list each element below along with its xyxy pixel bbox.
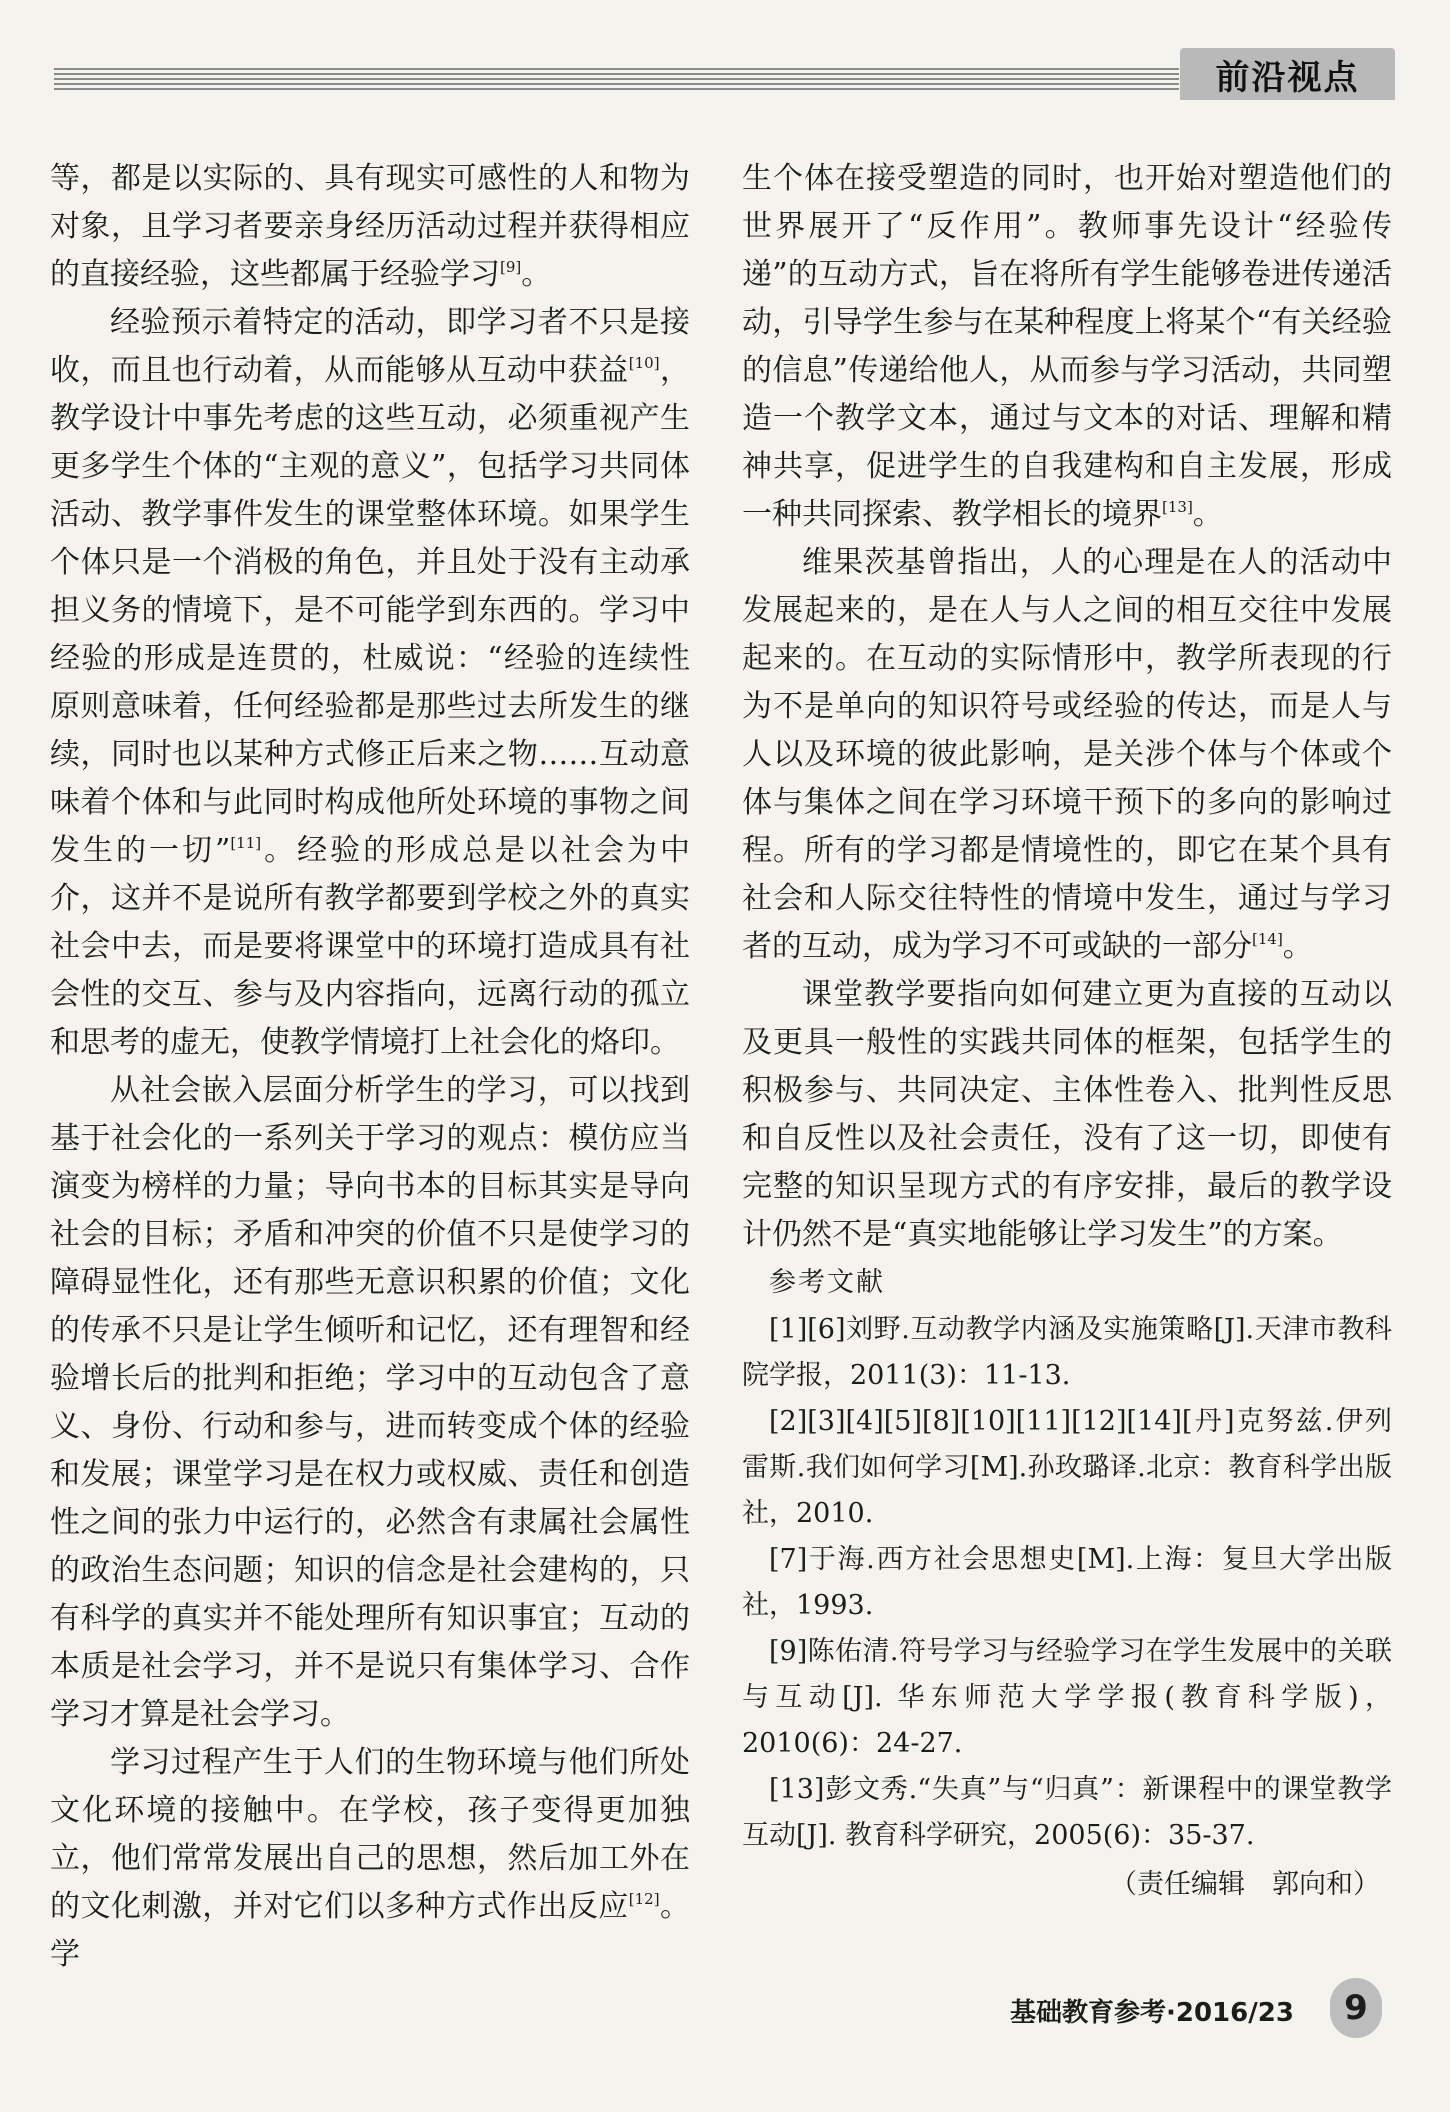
citation: [14] (1252, 930, 1283, 948)
reference-item: [13]彭文秀.“失真”与“归真”：新课程中的课堂教学互动[J]. 教育科学研究，2005(6)：35-37. (742, 1774, 1392, 1851)
header-rule (54, 68, 1179, 90)
paragraph: 经验预示着特定的活动，即学习者不只是接收，而且也行动着，从而能够从互动中获益[10]，教学设计中事先考虑的这些互动，必须重视产生更多学生个体的“主观的意义”，包括学习共同体活动、教学事件发生的课堂整体环境。如果学生个体只是一个消极的角色，并且处于没有主动承担义务的情境下，是不可能学到东西的。学习中经验的形成是连贯的，杜威说：“经验的连续性原则意味着，任何经验都是那些过去所发生的继续，同时也以某种方式修正后来之物……互动意味着个体和与此同时构成他所处环境的事物之间发生的一切”[11]。经验的形成总是以社会为中介，这并不是说所有教学都要到学校之外的真实社会中去，而是要将课堂中的环境打造成具有社会性的交互、参与及内容指向，远离行动的孤立和思考的虚无，使教学情境打上社会化的烙印。 (50, 305, 691, 1060)
paragraph: 从社会嵌入层面分析学生的学习，可以找到基于社会化的一系列关于学习的观点：模仿应当演变为榜样的力量；导向书本的目标其实是导向社会的目标；矛盾和冲突的价值不只是使学习的障碍显性化，还有那些无意识积累的价值；文化的传承不只是让学生倾听和记忆，还有理智和经验增长后的批判和拒绝；学习中的互动包含了意义、身份、行动和参与，进而转变成个体的经验和发展；课堂学习是在权力或权威、责任和创造性之间的张力中运行的，必然含有隶属社会属性的政治生态问题；知识的信念是社会建构的，只有科学的真实并不能处理所有知识事宜；互动的本质是社会学习，并不是说只有集体学习、合作学习才算是社会学习。 (50, 1073, 690, 1732)
citation: [9] (500, 258, 522, 276)
citation: [10] (628, 354, 660, 372)
citation: [11] (230, 834, 262, 852)
paragraph: 学习过程产生于人们的生物环境与他们所处文化环境的接触中。在学校，孩子变得更加独立，他们常常发展出自己的思想，然后加工外在的文化刺激，并对它们以多种方式作出反应[12]。学 (50, 1745, 691, 1972)
citation: [13] (1162, 498, 1193, 516)
editor-credit: （责任编辑 郭向和） (1110, 1869, 1380, 1900)
reference-item: [2][3][4][5][8][10][11][12][14][丹]克努兹.伊列雷斯.我们如何学习[M].孙玫璐译.北京：教育科学出版社，2010. (742, 1406, 1392, 1529)
reference-item: [1][6]刘野.互动教学内涵及实施策略[J].天津市教科院学报，2011(3)：11-13. (742, 1314, 1392, 1391)
paragraph: 等，都是以实际的、具有现实可感性的人和物为对象，且学习者要亲身经历活动过程并获得相应的直接经验，这些都属于经验学习[9]。 (50, 161, 690, 292)
right-column (742, 155, 1392, 1909)
page-number: 9 (1330, 1978, 1382, 2038)
reference-item: [9]陈佑清.符号学习与经验学习在学生发展中的关联与互动[J]. 华东师范大学学报(教育科学版)，2010(6)：24-27. (742, 1636, 1392, 1759)
citation: [12] (628, 1890, 660, 1908)
references-heading: 参考文献 (769, 1267, 885, 1298)
section-label: 前沿视点 (1180, 48, 1395, 100)
reference-item: [7]于海.西方社会思想史[M].上海：复旦大学出版社，1993. (742, 1544, 1392, 1621)
paragraph: 维果茨基曾指出，人的心理是在人的活动中发展起来的，是在人与人之间的相互交往中发展起来的。在互动的实际情形中，教学所表现的行为不是单向的知识符号或经验的传达，而是人与人以及环境的彼此影响，是关涉个体与个体或个体与集体之间在学习环境干预下的多向的影响过程。所有的学习都是情境性的，即它在某个具有社会和人际交往特性的情境中发生，通过与学习者的互动，成为学习不可或缺的一部分[14]。 (742, 545, 1392, 964)
paragraph: 课堂教学要指向如何建立更为直接的互动以及更具一般性的实践共同体的框架，包括学生的积极参与、共同决定、主体性卷入、批判性反思和自反性以及社会责任，没有了这一切，即使有完整的知识呈现方式的有序安排，最后的教学设计仍然不是“真实地能够让学习发生”的方案。 (742, 977, 1392, 1252)
paragraph: 生个体在接受塑造的同时，也开始对塑造他们的世界展开了“反作用”。教师事先设计“经验传递”的互动方式，旨在将所有学生能够卷进传递活动，引导学生参与在某种程度上将某个“有关经验的信息”传递给他人，从而参与学习活动，共同塑造一个教学文本，通过与文本的对话、理解和精神共享，促进学生的自我建构和自主发展，形成一种共同探索、教学相长的境界[13]。 (742, 161, 1392, 532)
journal-footer: 基础教育参考·2016/23 (1010, 1997, 1294, 2028)
left-column (50, 155, 690, 1979)
